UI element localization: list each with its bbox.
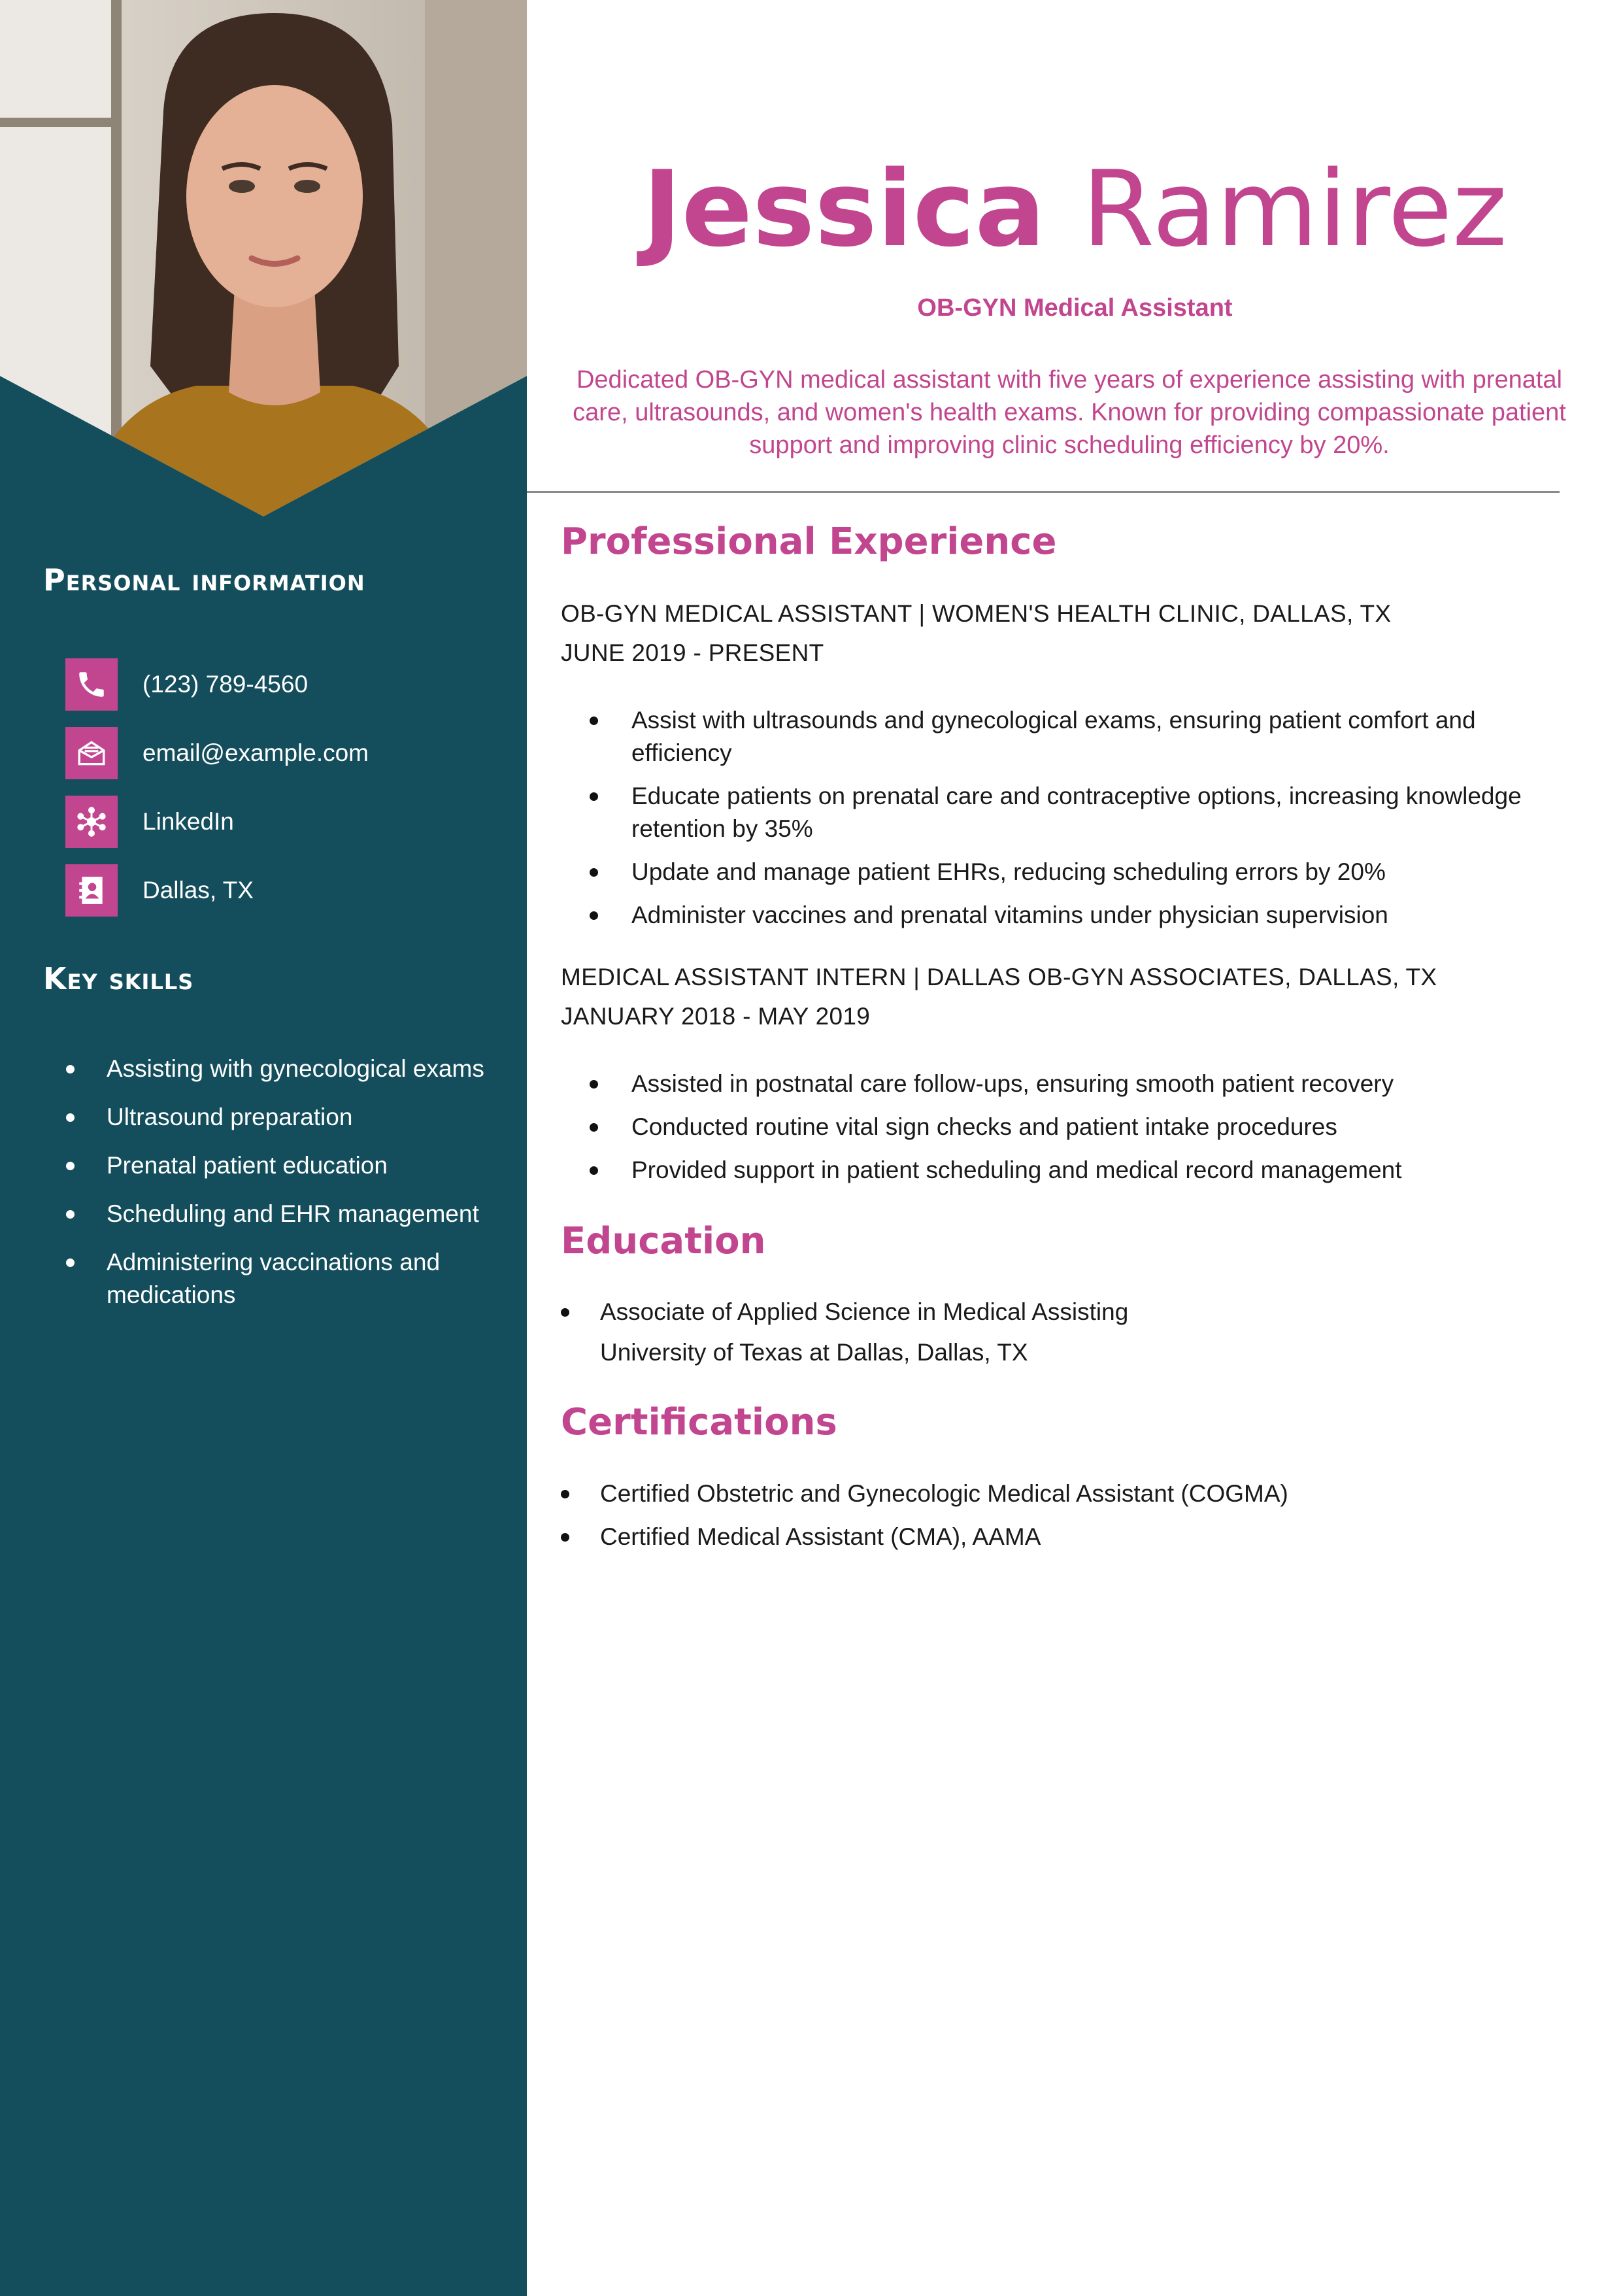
sidebar (0, 0, 527, 2296)
email-icon (65, 727, 118, 779)
contact-email (65, 727, 369, 779)
linkedin-text[interactable]: LinkedIn (142, 808, 234, 835)
key-skills-heading: Key skills (43, 961, 194, 996)
first-name: Jessica (643, 148, 1046, 270)
header-divider (527, 491, 1560, 493)
job-bullet: Educate patients on prenatal care and contraceptive options, increasing knowledge retention by 35% (561, 780, 1567, 845)
job-bullet: Assisted in postnatal care follow-ups, ensuring smooth patient recovery (561, 1068, 1567, 1100)
job-dates: JANUARY 2018 - MAY 2019 (561, 1003, 871, 1030)
profile-photo (0, 0, 527, 516)
phone-icon (65, 658, 118, 711)
profile-photo-illustration (0, 0, 527, 516)
job-bullets (561, 704, 1567, 942)
certifications-heading: Certifications (561, 1401, 837, 1443)
skill-item: Ultrasound preparation (0, 1101, 527, 1134)
certifications-list (561, 1477, 1567, 1564)
certification-item: Certified Obstetric and Gynecologic Medical Assistant (COGMA) (561, 1477, 1567, 1510)
experience-heading: Professional Experience (561, 520, 1057, 563)
job-bullet: Conducted routine vital sign checks and patient intake procedures (561, 1111, 1567, 1143)
personal-info-heading: Personal information (43, 562, 365, 598)
job-bullet: Administer vaccines and prenatal vitamins under physician supervision (561, 899, 1567, 932)
contact-location (65, 864, 254, 917)
education-list (561, 1296, 1567, 1379)
skill-item: Prenatal patient education (0, 1149, 527, 1182)
skills-list (0, 1053, 527, 1327)
location-text: Dallas, TX (142, 877, 254, 903)
skill-item: Scheduling and EHR management (0, 1198, 527, 1230)
summary: Dedicated OB-GYN medical assistant with five years of experience assisting with prenatal care, ultrasounds, and women's health exams. Known for providing compassionate patient support and improving clinic scheduling efficiency by 20%. (573, 366, 1566, 459)
contact-linkedin (65, 796, 234, 848)
skill-item: Administering vaccinations and medications (0, 1246, 527, 1311)
skill-item: Assisting with gynecological exams (0, 1053, 527, 1085)
school: University of Texas at Dallas, Dallas, TX (600, 1339, 1028, 1366)
degree: Associate of Applied Science in Medical Assisting (600, 1298, 1129, 1325)
network-icon (65, 796, 118, 848)
certification-item: Certified Medical Assistant (CMA), AAMA (561, 1521, 1567, 1553)
candidate-name (527, 150, 1623, 268)
job-role-line: OB-GYN MEDICAL ASSISTANT | WOMEN'S HEALTH CLINIC, DALLAS, TX (561, 600, 1392, 627)
education-heading: Education (561, 1220, 766, 1262)
job-dates: JUNE 2019 - PRESENT (561, 639, 824, 666)
phone-text: (123) 789-4560 (142, 671, 309, 698)
job-bullet: Update and manage patient EHRs, reducing scheduling errors by 20% (561, 856, 1567, 888)
job-bullets (561, 1068, 1567, 1197)
education-item (561, 1296, 1567, 1369)
job-bullet: Provided support in patient scheduling and medical record management (561, 1154, 1567, 1187)
job-title: OB-GYN Medical Assistant (917, 294, 1233, 322)
contact-phone (65, 658, 308, 711)
email-text[interactable]: email@example.com (142, 739, 369, 766)
last-name: Ramirez (1082, 148, 1507, 270)
job-role-line: MEDICAL ASSISTANT INTERN | DALLAS OB-GYN ASSOCIATES, DALLAS, TX (561, 964, 1437, 990)
address-book-icon (65, 864, 118, 917)
job-bullet: Assist with ultrasounds and gynecological exams, ensuring patient comfort and efficiency (561, 704, 1567, 769)
